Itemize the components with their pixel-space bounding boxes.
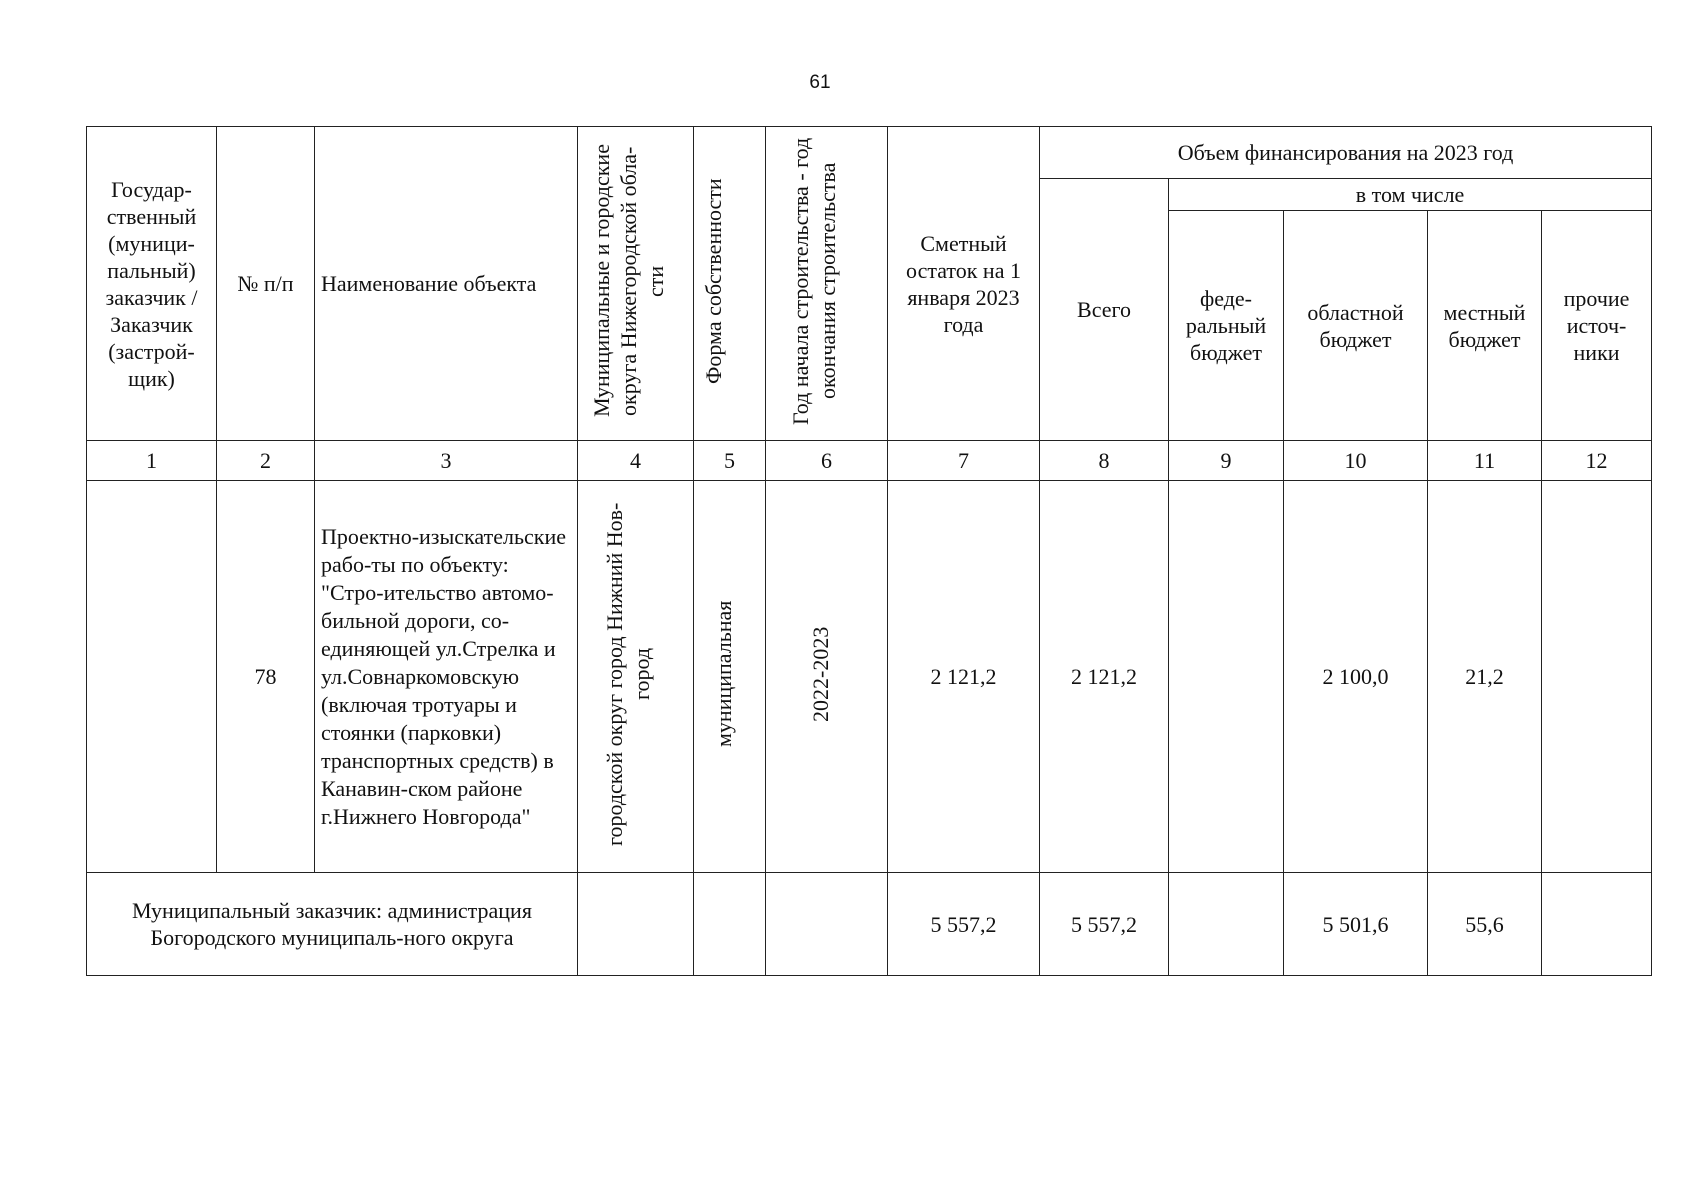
header-municipal: Муниципальные и городские округа Нижегородской обла-сти	[578, 127, 694, 441]
summary-label: Муниципальный заказчик: администрация Богородского муниципаль-ного округа	[87, 873, 578, 976]
column-number: 7	[888, 441, 1040, 481]
summary-estimate: 5 557,2	[888, 873, 1040, 976]
row-ownership: муниципальная	[694, 481, 766, 873]
financing-table	[86, 126, 1652, 976]
column-number: 2	[217, 441, 315, 481]
row-regional: 2 100,0	[1284, 481, 1428, 873]
column-number: 9	[1169, 441, 1284, 481]
column-number: 4	[578, 441, 694, 481]
header-local: местный бюджет	[1428, 211, 1542, 441]
column-number-row	[87, 441, 1652, 481]
column-number: 1	[87, 441, 217, 481]
row-local: 21,2	[1428, 481, 1542, 873]
summary-federal	[1169, 873, 1284, 976]
column-number: 5	[694, 441, 766, 481]
header-ownership: Форма собственности	[694, 127, 766, 441]
row-customer	[87, 481, 217, 873]
row-other	[1542, 481, 1652, 873]
row-total: 2 121,2	[1040, 481, 1169, 873]
header-years: Год начала строительства - год окончания строительства	[766, 127, 888, 441]
column-number: 3	[315, 441, 578, 481]
summary-total: 5 557,2	[1040, 873, 1169, 976]
summary-ownership	[694, 873, 766, 976]
column-number: 11	[1428, 441, 1542, 481]
row-years: 2022-2023	[766, 481, 888, 873]
row-federal	[1169, 481, 1284, 873]
summary-local: 55,6	[1428, 873, 1542, 976]
row-num: 78	[217, 481, 315, 873]
summary-row	[87, 873, 1652, 976]
page-number: 61	[809, 72, 831, 93]
header-regional: областной бюджет	[1284, 211, 1428, 441]
column-number: 10	[1284, 441, 1428, 481]
header-federal: феде-ральный бюджет	[1169, 211, 1284, 441]
header-other: прочие источ-ники	[1542, 211, 1652, 441]
row-object-name: Проектно-изыскательские рабо-ты по объекту: "Стро-ительство автомо-бильной дороги, со-единяющей ул.Стрелка и ул.Совнаркомовскую (включая тротуары и стоянки (парковки) транспортных средств) в Канавин-ском районе г.Нижнего Новгорода"	[315, 481, 578, 873]
table-row	[87, 481, 1652, 873]
summary-years	[766, 873, 888, 976]
summary-other	[1542, 873, 1652, 976]
header-customer: Государ-ственный (муници-пальный) заказчик / Заказчик (застрой-щик)	[87, 127, 217, 441]
header-object-name: Наименование объекта	[315, 127, 578, 441]
row-estimate: 2 121,2	[888, 481, 1040, 873]
summary-municipal	[578, 873, 694, 976]
row-municipal: городской округ город Нижний Нов-город	[578, 481, 694, 873]
header-estimate: Сметный остаток на 1 января 2023 года	[888, 127, 1040, 441]
column-number: 6	[766, 441, 888, 481]
header-num: № п/п	[217, 127, 315, 441]
header-including: в том числе	[1169, 179, 1652, 211]
summary-regional: 5 501,6	[1284, 873, 1428, 976]
header-total: Всего	[1040, 179, 1169, 441]
column-number: 12	[1542, 441, 1652, 481]
header-financing: Объем финансирования на 2023 год	[1040, 127, 1652, 179]
column-number: 8	[1040, 441, 1169, 481]
header-row-1	[87, 127, 1652, 179]
